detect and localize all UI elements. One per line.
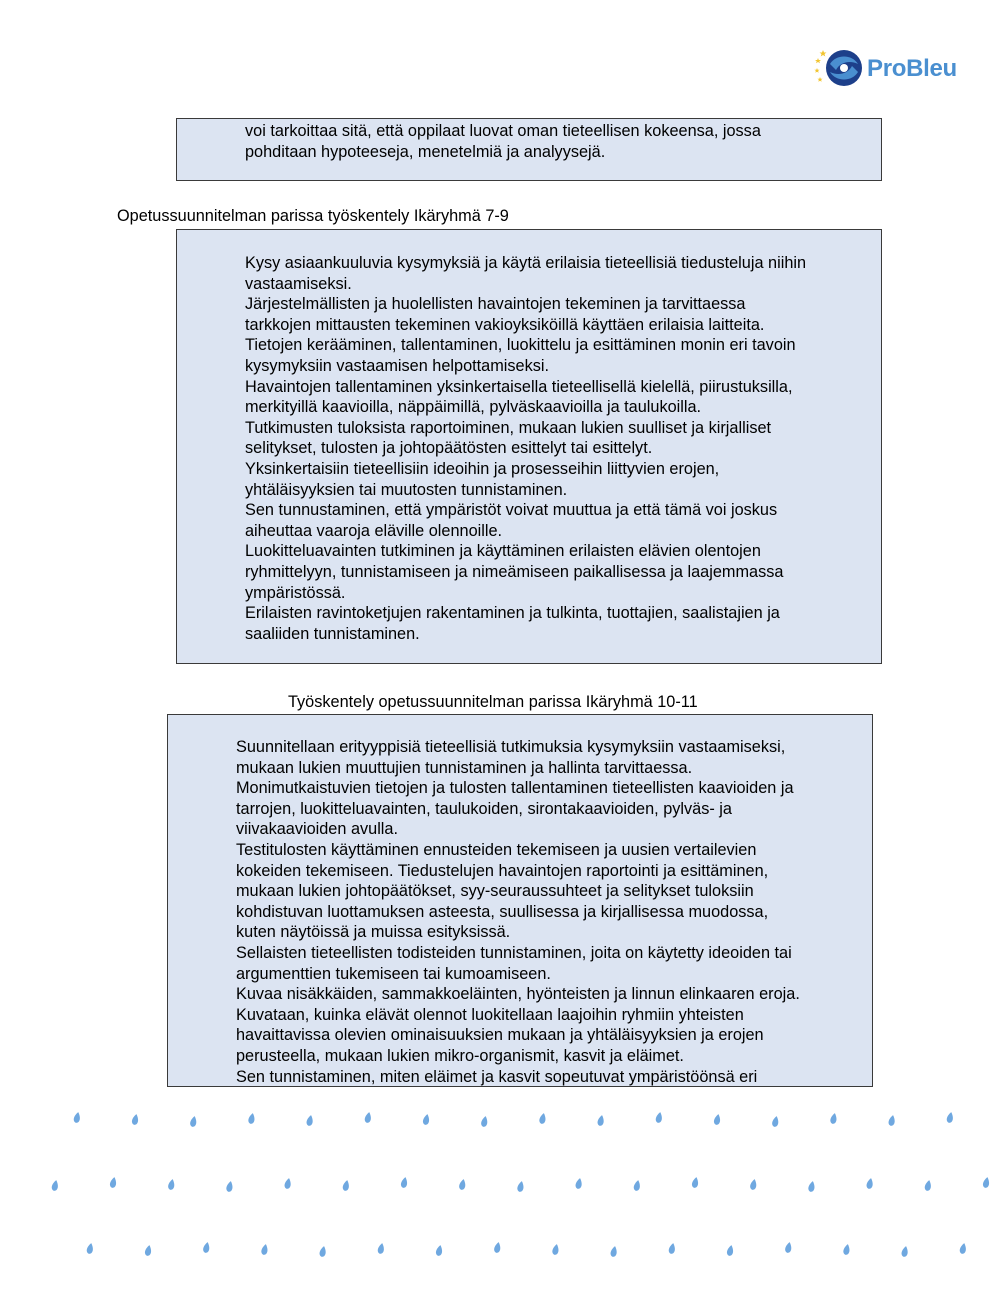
text-line: mukaan lukien muuttujien tunnistaminen ja hallinta tarvittaessa. (236, 758, 693, 777)
text-box-age-10-11-body (236, 737, 868, 1087)
water-drop-icon (306, 1115, 314, 1127)
water-drop-icon (86, 1243, 94, 1255)
text-line: tarkkojen mittausten tekeminen vakioyksiköillä käyttäen erilaisia laitteita. (245, 315, 765, 334)
text-line: Testitulosten käyttäminen ennusteiden tekemiseen ja uusien vertailevien (236, 840, 757, 859)
probleu-logo-icon (814, 46, 864, 90)
water-drop-icon (319, 1246, 327, 1258)
water-drop-icon (575, 1178, 583, 1190)
water-drop-icon (167, 1179, 175, 1191)
water-drop-icon (144, 1245, 152, 1257)
water-drop-pattern (0, 1100, 1000, 1294)
water-drop-icon (539, 1113, 547, 1125)
text-line: Kysy asiaankuuluvia kysymyksiä ja käytä erilaisia tieteellisiä tiedusteluja niihin (245, 254, 807, 272)
text-line: viivakaavioiden avulla. (236, 820, 399, 839)
text-line: saaliiden tunnistaminen. (245, 624, 420, 643)
text-line: Sen tunnustaminen, että ympäristöt voivat muuttua ja että tämä voi joskus (245, 501, 778, 520)
water-drop-icon (202, 1242, 210, 1254)
water-drop-icon (131, 1114, 139, 1126)
water-drop-icon (784, 1242, 792, 1254)
water-drop-icon (189, 1116, 197, 1128)
text-line: Havaintojen tallentaminen yksinkertaisella tieteellisellä kielellä, piirustuksilla, (245, 377, 793, 396)
water-drop-icon (866, 1178, 874, 1190)
text-box-intro (176, 118, 882, 181)
water-drop-icon (691, 1177, 699, 1189)
water-drop-icon (73, 1112, 81, 1124)
water-drop-icon (713, 1114, 721, 1126)
water-drop-icon (982, 1177, 990, 1189)
text-line: Kuvataan, kuinka elävät olennot luokitellaan laajoihin ryhmiin yhteisten (236, 1005, 744, 1024)
water-drop-icon (552, 1244, 560, 1256)
water-drop-icon (364, 1112, 372, 1124)
text-line: Luokitteluavainten tutkiminen ja käyttäminen erilaisten elävien olentojen (245, 542, 761, 561)
text-line: aiheuttaa vaaroja eläville olennoille. (245, 521, 503, 540)
text-line: ympäristössä. (245, 583, 346, 602)
water-drop-icon (51, 1180, 59, 1192)
water-drop-icon (342, 1180, 350, 1192)
logo-text: ProBleu (867, 55, 957, 82)
text-line: perusteella, mukaan lukien mikro-organismit, kasvit ja eläimet. (236, 1046, 684, 1065)
text-line: selitykset, tulosten ja johtopäätösten esittelyt tai esittelyt. (245, 439, 653, 458)
water-drop-icon (248, 1113, 256, 1125)
water-drop-icon (610, 1246, 618, 1258)
water-drop-icon (655, 1112, 663, 1124)
text-line: Erilaisten ravintoketjujen rakentaminen ja tulkinta, tuottajien, saalistajien ja (245, 604, 780, 623)
water-drop-icon (435, 1245, 443, 1257)
text-line: kokeiden tekemiseen. Tiedustelujen havaintojen raportointi ja esittäminen, (236, 861, 769, 880)
text-line: ryhmittelyyn, tunnistamiseen ja nimeämiseen paikallisessa ja laajemmassa (245, 562, 784, 581)
text-line: havaittavissa olevien ominaisuuksien mukaan ja yhtäläisyyksien ja erojen (236, 1026, 764, 1045)
water-drop-icon (888, 1115, 896, 1127)
water-drop-icon (726, 1245, 734, 1257)
text-line: Monimutkaistuvien tietojen ja tulosten tallentaminen tieteellisten kaavioiden ja (236, 779, 794, 798)
water-drop-icon (109, 1177, 117, 1189)
water-drop-icon (946, 1112, 954, 1124)
text-line: merkityillä kaavioilla, näppäimillä, pylväskaavioilla ja taulukoilla. (245, 398, 702, 417)
text-line: Yksinkertaisiin tieteellisiin ideoihin ja prosesseihin liittyvien erojen, (245, 459, 720, 478)
text-line: Suunnitellaan erityyppisiä tieteellisiä tutkimuksia kysymyksiin vastaamiseksi, (236, 738, 786, 756)
text-line: pohditaan hypoteeseja, menetelmiä ja analyysejä. (245, 142, 606, 161)
text-box-age-7-9-body (245, 253, 875, 644)
text-line: vastaamiseksi. (245, 274, 352, 293)
text-line: argumenttien tukemiseen tai kumoamiseen. (236, 964, 551, 983)
water-drop-icon (480, 1116, 488, 1128)
probleu-logo (814, 46, 964, 90)
text-line: mukaan lukien johtopäätökset, syy-seuraussuhteet ja selitykset tuloksiin (236, 882, 754, 901)
water-drop-icon (901, 1246, 909, 1258)
text-box-age-7-9 (176, 229, 882, 664)
section-heading-7-9: Opetussuunnitelman parissa työskentely Ikäryhmä 7-9 (117, 207, 509, 225)
text-box-age-10-11 (167, 714, 873, 1087)
text-line: Sen tunnistaminen, miten eläimet ja kasvit sopeutuvat ympäristöönsä eri (236, 1067, 758, 1086)
water-drop-icon (517, 1181, 525, 1193)
water-drop-icon (668, 1243, 676, 1255)
text-line: Tietojen kerääminen, tallentaminen, luokittelu ja esittäminen monin eri tavoin (245, 336, 796, 355)
text-line: kohdistuvan luottamuksen asteesta, suullisessa ja kirjallisessa muodossa, (236, 902, 769, 921)
water-drop-icon (830, 1113, 838, 1125)
water-drop-icon (924, 1180, 932, 1192)
water-drop-icon (493, 1242, 501, 1254)
text-line: kuten näytöissä ja muissa esityksissä. (236, 923, 511, 942)
text-line: tarrojen, luokitteluavainten, taulukoiden, sirontakaavioiden, pylväs- ja (236, 799, 732, 818)
text-line: Sellaisten tieteellisten todisteiden tunnistaminen, joita on käytetty ideoiden tai (236, 943, 792, 962)
water-drop-icon (400, 1177, 408, 1189)
water-drop-icon (284, 1178, 292, 1190)
water-drop-icon (422, 1114, 430, 1126)
water-drop-icon (597, 1115, 605, 1127)
text-line: Järjestelmällisten ja huolellisten havaintojen tekeminen ja tarvittaessa (245, 295, 746, 314)
water-drop-icon (633, 1180, 641, 1192)
water-drop-icon (749, 1179, 757, 1191)
section-heading-10-11: Työskentely opetussuunnitelman parissa Ikäryhmä 10-11 (288, 693, 698, 711)
water-drop-icon (261, 1244, 269, 1256)
water-drop-icon (808, 1181, 816, 1193)
text-line: kysymyksiin vastaamisen helpottamiseksi. (245, 356, 550, 375)
water-drop-icon (377, 1243, 385, 1255)
water-drop-icon (771, 1116, 779, 1128)
text-box-intro-body (245, 121, 875, 162)
water-drop-icon (458, 1179, 466, 1191)
text-line: Kuvaa nisäkkäiden, sammakkoeläinten, hyönteisten ja linnun elinkaaren eroja. (236, 985, 800, 1004)
text-line: Tutkimusten tuloksista raportoiminen, mukaan lukien suulliset ja kirjalliset (245, 418, 772, 437)
text-line: yhtäläisyyksien tai muutosten tunnistaminen. (245, 480, 568, 499)
water-drop-icon (226, 1181, 234, 1193)
text-line: voi tarkoittaa sitä, että oppilaat luovat oman tieteellisen kokeensa, jossa (245, 122, 761, 140)
water-drop-icon (843, 1244, 851, 1256)
water-drop-icon (959, 1243, 967, 1255)
